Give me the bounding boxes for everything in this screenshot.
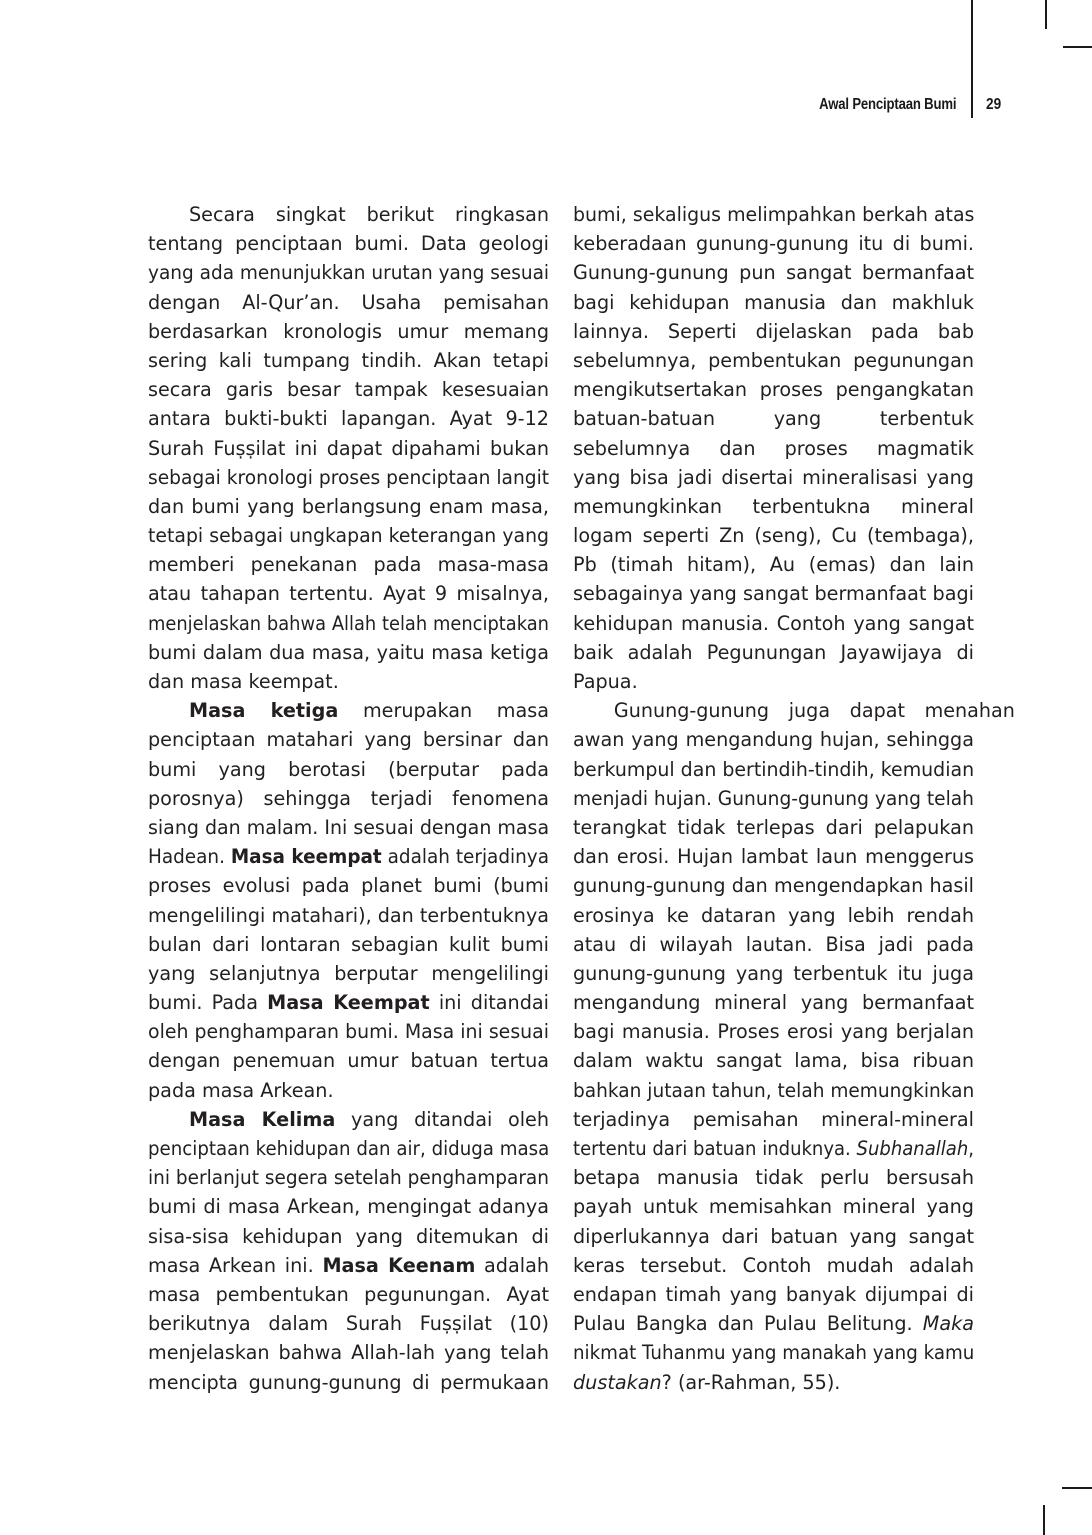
running-header bbox=[0, 0, 1092, 130]
right-column bbox=[573, 200, 1015, 1397]
text-line: dengan Al-Qur’an. Usaha pemisahan bbox=[148, 290, 549, 314]
text-line: bumi, sekaligus melimpahkan berkah atas bbox=[573, 203, 975, 226]
text-line: antara bukti-bukti lapangan. Ayat 9-12 bbox=[148, 407, 549, 431]
text-line: Surah Fuṣṣilat ini dapat dipahami bukan bbox=[148, 436, 549, 460]
text-line: sisa-sisa kehidupan yang ditemukan di bbox=[148, 1224, 549, 1248]
text-line: tetapi sebagai ungkapan keterangan yang bbox=[148, 524, 549, 548]
text-line: terangkat tidak terlepas dari pelapukan bbox=[573, 815, 974, 839]
text-line: siang dan malam. Ini sesuai dengan masa bbox=[148, 815, 550, 839]
text-line: menjelaskan bahwa Allah-lah yang telah bbox=[148, 1341, 549, 1365]
text-line: Secara singkat berikut ringkasan bbox=[189, 203, 549, 226]
text-line: sebelumnya, pembentukan pegunungan bbox=[573, 348, 974, 372]
crop-mark-bottom-horizontal bbox=[1062, 1487, 1092, 1489]
text-line: bumi di masa Arkean, mengingat adanya bbox=[148, 1195, 549, 1219]
text-line: masa pembentukan pegunungan. Ayat bbox=[148, 1282, 549, 1306]
italic-term: Subhanallah bbox=[856, 1137, 969, 1160]
text-line: kehidupan manusia. Contoh yang sangat bbox=[573, 611, 974, 635]
text-line: yang bisa jadi disertai mineralisasi yang bbox=[573, 465, 974, 489]
text-line: keras tersebut. Contoh mudah adalah bbox=[573, 1253, 974, 1277]
header-divider bbox=[971, 0, 973, 118]
text-line: bagi kehidupan manusia dan makhluk bbox=[573, 290, 974, 314]
text-line: mengelilingi matahari), dan terbentuknya bbox=[148, 903, 549, 927]
text-line: dan erosi. Hujan lambat laun menggerus bbox=[573, 845, 974, 869]
text-line: Pulau Bangka dan Pulau Belitung. Maka bbox=[573, 1312, 974, 1336]
text-line: bahkan jutaan tahun, telah memungkinkan bbox=[573, 1078, 975, 1102]
text-line: diperlukannya dari batuan yang sangat bbox=[573, 1224, 974, 1248]
text-line: awan yang mengandung hujan, sehingga bbox=[573, 728, 974, 752]
italic-quote: dustakan bbox=[573, 1370, 662, 1394]
text-line: berikutnya dalam Surah Fuṣṣilat (10) bbox=[148, 1312, 549, 1336]
paragraph-gunung-berkah bbox=[573, 200, 974, 696]
text-line: bumi dalam dua masa, yaitu masa ketiga bbox=[148, 640, 549, 664]
text-line: yang selanjutnya berputar mengelilingi bbox=[148, 961, 549, 985]
text-line: logam seperti Zn (seng), Cu (tembaga), bbox=[573, 524, 974, 548]
text-line: sebelumnya dan proses magmatik bbox=[573, 436, 974, 460]
citation: ? (ar-Rahman, 55). bbox=[661, 1370, 841, 1394]
text-line: berkumpul dan bertindih-tindih, kemudian bbox=[573, 757, 975, 781]
bold-term: Masa ketiga bbox=[189, 699, 339, 723]
text-line: secara garis besar tampak kesesuaian bbox=[148, 378, 549, 402]
paragraph-gunung-hujan bbox=[573, 696, 1015, 1397]
text-line: atau di wilayah lautan. Bisa jadi pada bbox=[573, 932, 974, 956]
text-line: gunung-gunung dan mengendapkan hasil bbox=[573, 874, 974, 898]
text-line: tertentu dari batuan induknya. Subhanallah, bbox=[573, 1137, 974, 1160]
text-line: Masa Kelima yang ditandai oleh bbox=[189, 1107, 549, 1131]
paragraph-masa-kelima bbox=[148, 1105, 549, 1397]
text-line: mengikutsertakan proses pengangkatan bbox=[573, 378, 974, 402]
text-line: bumi. Pada Masa Keempat ini ditandai bbox=[148, 991, 549, 1015]
text-line: pada masa Arkean. bbox=[148, 1078, 334, 1102]
text-line: batuan-batuan yang terbentuk bbox=[573, 407, 974, 431]
text-line: berdasarkan kronologis umur memang bbox=[148, 319, 549, 343]
text-line: betapa manusia tidak perlu bersusah bbox=[573, 1166, 974, 1190]
text-line: sering kali tumpang tindih. Akan tetapi bbox=[148, 348, 549, 372]
text-line: Papua. bbox=[573, 670, 638, 693]
text-line: baik adalah Pegunungan Jayawijaya di bbox=[573, 640, 974, 664]
text-line: gunung-gunung yang terbentuk itu juga bbox=[573, 961, 974, 985]
bold-term: Masa Keenam bbox=[322, 1253, 476, 1277]
text-line: oleh penghamparan bumi. Masa ini sesuai bbox=[148, 1020, 549, 1044]
text-line: memberi penekanan pada masa-masa bbox=[148, 553, 549, 577]
text-line: erosinya ke dataran yang lebih rendah bbox=[573, 903, 974, 927]
bold-term: Masa Keempat bbox=[267, 991, 430, 1015]
text-line: dan masa keempat. bbox=[148, 670, 339, 693]
bold-term: Masa keempat bbox=[230, 845, 382, 869]
text-line: Hadean. Masa keempat adalah terjadinya bbox=[148, 845, 549, 869]
page-number: 29 bbox=[986, 96, 1002, 113]
text-line: penciptaan kehidupan dan air, diduga masa bbox=[148, 1137, 550, 1160]
text-line: lainnya. Seperti dijelaskan pada bab bbox=[573, 319, 974, 343]
text-line: Masa ketiga merupakan masa bbox=[189, 699, 550, 723]
text-line: atau tahapan tertentu. Ayat 9 misalnya, bbox=[148, 582, 549, 606]
text-line: terjadinya pemisahan mineral-mineral bbox=[573, 1107, 974, 1131]
text-line: dan bumi yang berlangsung enam masa, bbox=[148, 494, 549, 518]
italic-quote-line: nikmat Tuhanmu yang manakah yang kamu bbox=[573, 1341, 975, 1365]
text-line: mengandung mineral yang bermanfaat bbox=[573, 991, 974, 1015]
text-line: tentang penciptaan bumi. Data geologi bbox=[148, 232, 549, 256]
text-line: sebagai kronologi proses penciptaan langit bbox=[148, 465, 550, 489]
text-line: bumi yang berotasi (berputar pada bbox=[148, 757, 549, 781]
text-line: dengan penemuan umur batuan tertua bbox=[148, 1049, 549, 1073]
text-line: payah untuk memisahkan mineral yang bbox=[573, 1195, 974, 1219]
text-line: menjadi hujan. Gunung-gunung yang telah bbox=[573, 786, 974, 810]
text-line: keberadaan gunung-gunung itu di bumi. bbox=[573, 232, 974, 256]
text-line: memungkinkan terbentukna mineral bbox=[573, 494, 974, 518]
text-line: bulan dari lontaran sebagian kulit bumi bbox=[148, 932, 549, 956]
left-column bbox=[148, 200, 549, 1397]
text-line: yang ada menunjukkan urutan yang sesuai bbox=[148, 261, 550, 285]
text-line: endapan timah yang banyak dijumpai di bbox=[573, 1282, 974, 1306]
text-line: masa Arkean ini. Masa Keenam adalah bbox=[148, 1253, 549, 1277]
paragraph-summary bbox=[148, 200, 549, 696]
text-line: mencipta gunung-gunung di permukaan bbox=[148, 1370, 549, 1394]
text-line bbox=[573, 1368, 974, 1397]
text-line: sebagainya yang sangat bermanfaat bagi bbox=[573, 582, 974, 606]
text-line: Gunung-gunung pun sangat bermanfaat bbox=[573, 261, 974, 285]
chapter-title: Awal Penciptaan Bumi bbox=[818, 96, 956, 113]
crop-mark-bottom-vertical bbox=[1043, 1505, 1045, 1535]
text-line: menjelaskan bahwa Allah telah menciptakan bbox=[148, 611, 549, 635]
text-line: Pb (timah hitam), Au (emas) dan lain bbox=[573, 553, 974, 577]
text-line: proses evolusi pada planet bumi (bumi bbox=[148, 874, 549, 898]
text-line: bagi manusia. Proses erosi yang berjalan bbox=[573, 1020, 974, 1044]
paragraph-masa-ketiga bbox=[148, 696, 549, 1105]
text-line: dalam waktu sangat lama, bisa ribuan bbox=[573, 1049, 974, 1073]
bold-term: Masa Kelima bbox=[189, 1107, 336, 1131]
text-line: porosnya) sehingga terjadi fenomena bbox=[148, 786, 549, 810]
text-line: ini berlanjut segera setelah penghamparan bbox=[148, 1166, 549, 1190]
text-line: penciptaan matahari yang bersinar dan bbox=[148, 728, 549, 752]
text-line: Gunung-gunung juga dapat menahan bbox=[613, 699, 1015, 723]
italic-quote: Maka bbox=[922, 1312, 974, 1336]
